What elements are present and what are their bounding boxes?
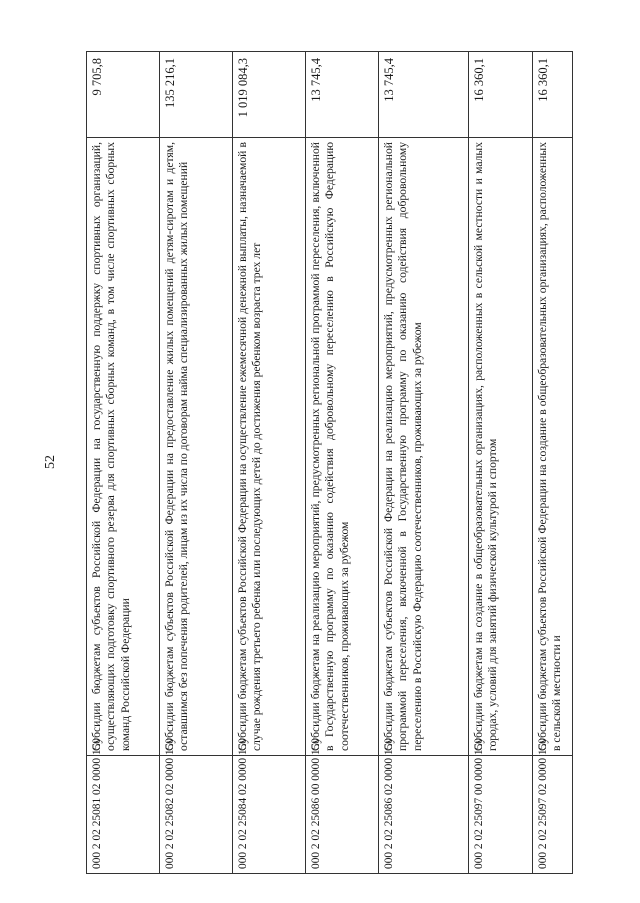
budget-code: 000 2 02 25082 02 0000 150 — [160, 756, 233, 874]
budget-code: 000 2 02 25081 02 0000 150 — [87, 756, 160, 874]
budget-code: 000 2 02 25097 00 0000 150 — [469, 756, 533, 874]
table-row — [469, 52, 533, 874]
budget-amount: 16 360,1 — [533, 52, 573, 138]
table-row — [160, 52, 233, 874]
budget-amount: 1 019 084,3 — [233, 52, 306, 138]
table-row — [306, 52, 379, 874]
table-row — [533, 52, 573, 874]
budget-amount: 13 745,4 — [306, 52, 379, 138]
budget-description: Субсидии бюджетам субъектов Российской Федерации на осуществление ежемесячной денежной выплаты, назначаемой в случае рождения третьего ребенка или последующих детей до достижения ребенком возраста трех лет — [233, 138, 306, 756]
budget-amount: 13 745,4 — [379, 52, 469, 138]
budget-description: Субсидии бюджетам на создание в общеобразовательных организациях, расположенных в сельской местности и малых городах, условий для занятий физической культурой и спортом — [469, 138, 533, 756]
table-row — [233, 52, 306, 874]
budget-description: Субсидии бюджетам субъектов Российской Федерации на реализацию мероприятий, предусмотренных региональной программой переселения, включенной в Государственную программу по оказанию содействия добровольному переселению в Российскую Федерацию соотечественников, проживающих за рубежом — [379, 138, 469, 756]
budget-table — [86, 51, 573, 874]
budget-description: Субсидии бюджетам на реализацию мероприятий, предусмотренных региональной программой переселения, включенной в Государственную программу по оказанию содействия добровольному переселению в Российскую Федерацию соотечественников, проживающих за рубежом — [306, 138, 379, 756]
table-row — [87, 52, 160, 874]
budget-amount: 135 216,1 — [160, 52, 233, 138]
budget-description: Субсидии бюджетам субъектов Российской Федерации на создание в общеобразовательных организациях, расположенных в сельской местности и — [533, 138, 573, 756]
budget-description: Субсидии бюджетам субъектов Российской Федерации на предоставление жилых помещений детям-сиротам и детям, оставшимся без попечения родителей, лицам из их числа по договорам найма специализированных жилых помещений — [160, 138, 233, 756]
page-number: 52 — [43, 455, 58, 469]
budget-table-container — [86, 52, 573, 874]
budget-code: 000 2 02 25084 02 0000 150 — [233, 756, 306, 874]
budget-amount: 9 705,8 — [87, 52, 160, 138]
budget-code: 000 2 02 25086 00 0000 150 — [306, 756, 379, 874]
budget-description: Субсидии бюджетам субъектов Российской Федерации на государственную поддержку спортивных организаций, осуществляющих подготовку спортивного резерва для спортивных сборных команд, в том числе спортивных сборных команд Российской Федерации — [87, 138, 160, 756]
budget-amount: 16 360,1 — [469, 52, 533, 138]
budget-code: 000 2 02 25086 02 0000 150 — [379, 756, 469, 874]
budget-code: 000 2 02 25097 02 0000 150 — [533, 756, 573, 874]
table-row — [379, 52, 469, 874]
